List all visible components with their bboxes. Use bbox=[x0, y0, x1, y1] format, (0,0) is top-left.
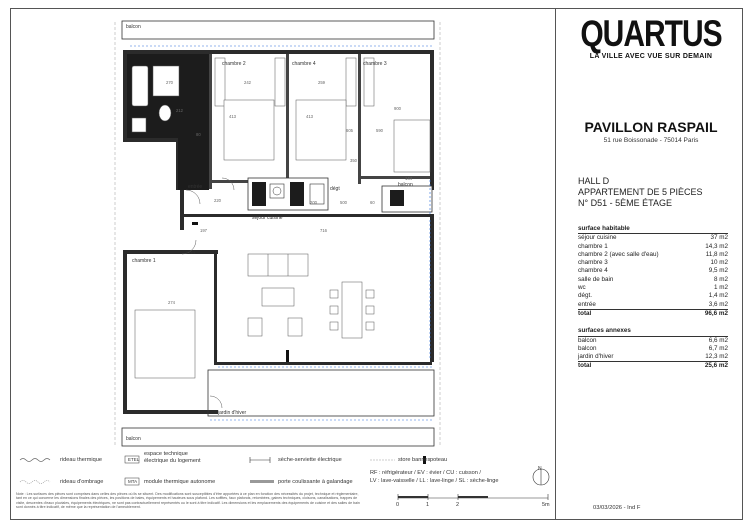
program-address: 51 rue Boissonade - 75014 Paris bbox=[603, 137, 699, 144]
living-furniture bbox=[248, 254, 374, 338]
legend-seche-serviette: sèche-serviette électrique bbox=[278, 457, 342, 463]
table-row: chambre 4 9,5 m2 bbox=[578, 267, 728, 275]
legend-abbreviations-2: LV : lave-vaisselle / LL : lave-linge / SL : sèche-linge bbox=[370, 478, 499, 484]
label-balcon-mid: balcon bbox=[398, 182, 413, 188]
table-row: wc 1 m2 bbox=[578, 284, 728, 292]
table-row: chambre 1 14,3 m2 bbox=[578, 242, 728, 250]
legend-poteau: poteau bbox=[430, 457, 448, 463]
legend-rideau-thermique: rideau thermique bbox=[60, 457, 102, 463]
legend-abbreviations-1: RF : réfrigérateur / EV : évier / CU : cuisson / bbox=[370, 470, 481, 476]
dim-label: 500 bbox=[340, 200, 347, 205]
label-chambre-2: chambre 2 bbox=[222, 61, 246, 67]
table-row: entrée 3,6 m2 bbox=[578, 300, 728, 308]
label-sejour-cuisine: séjour cuisine bbox=[252, 215, 283, 221]
scale-tick-0: 0 bbox=[396, 502, 400, 508]
dim-label: 900 bbox=[394, 106, 401, 111]
legend-etel-text-2: électrique du logement bbox=[144, 458, 201, 464]
table-row: dégt. 1,4 m2 bbox=[578, 292, 728, 300]
dim-label: 350 bbox=[350, 158, 357, 163]
dim-label: 197 bbox=[200, 228, 207, 233]
dim-label: 60 bbox=[370, 200, 375, 205]
label-balcon-bottom: balcon bbox=[126, 436, 141, 442]
dim-label: 259 bbox=[318, 80, 325, 85]
dim-label: 212 bbox=[176, 108, 183, 113]
brand-name: QUARTUS bbox=[580, 13, 722, 55]
dim-label: 274 bbox=[168, 300, 175, 305]
surfaces-table bbox=[578, 225, 728, 371]
label-degt: dégt bbox=[330, 186, 340, 192]
dim-label: 200 bbox=[310, 200, 317, 205]
annexes-total: total 25,6 m2 bbox=[578, 362, 728, 370]
table-row: balcon 6,6 m2 bbox=[578, 336, 728, 344]
program-name: PAVILLON RASPAIL bbox=[584, 119, 718, 135]
label-entree: entrée bbox=[188, 184, 203, 190]
table-row: jardin d'hiver 12,3 m2 bbox=[578, 353, 728, 361]
lot-number: N° D51 - 5ÈME ÉTAGE bbox=[578, 198, 672, 208]
lot-hall: HALL D bbox=[578, 176, 610, 186]
dim-label: 605 bbox=[346, 128, 353, 133]
degt-cluster bbox=[248, 178, 328, 210]
compass-label: N bbox=[538, 466, 542, 472]
lot-info bbox=[578, 176, 703, 209]
dim-label: 270 bbox=[166, 80, 173, 85]
scale-bar bbox=[398, 494, 548, 500]
table-row: chambre 2 (avec salle d'eau) 11,8 m2 bbox=[578, 250, 728, 258]
dim-label: 716 bbox=[320, 228, 327, 233]
table-row: séjour cuisine 37 m2 bbox=[578, 234, 728, 242]
scale-tick-5m: 5m bbox=[542, 502, 550, 508]
legend-rideau-ombrage: rideau d'ombrage bbox=[60, 479, 104, 485]
bathroom-zone bbox=[127, 54, 209, 190]
dim-label: 413 bbox=[306, 114, 313, 119]
revision-date: 03/03/2026 - Ind F bbox=[593, 505, 641, 511]
label-chambre-4: chambre 4 bbox=[292, 61, 316, 67]
lot-type: APPARTEMENT DE 5 PIÈCES bbox=[578, 187, 703, 197]
table-row: salle de bain 8 m2 bbox=[578, 275, 728, 283]
legend-mta-code: MTA bbox=[128, 479, 138, 484]
legend-porte-coulissante: porte coulissante à galandage bbox=[278, 479, 353, 485]
scale-tick-1: 1 bbox=[426, 502, 430, 508]
brand-slogan: LA VILLE AVEC VUE SUR DEMAIN bbox=[589, 53, 713, 60]
balcony-top bbox=[122, 21, 434, 46]
dim-label: 242 bbox=[244, 80, 251, 85]
dim-label: 413 bbox=[229, 114, 236, 119]
label-chambre-1: chambre 1 bbox=[132, 258, 156, 264]
label-etel: ETEL bbox=[186, 250, 197, 255]
label-jardin-hiver: jardin d'hiver bbox=[218, 410, 247, 416]
legend-store-bannes: store bannes bbox=[398, 457, 431, 463]
label-chambre-3: chambre 3 bbox=[363, 61, 387, 67]
dim-label: 80 bbox=[196, 132, 201, 137]
balcony-bottom bbox=[122, 428, 434, 446]
disclaimer-note: Note : Les surfaces des pièces sont comprises dans celles des pièces où ils se situent. Des modifications sont susceptibles d'être apportées à ce plan en fonction des nécessités du projet, technique et réglementaire, tant en ce qui concerne les dimensions finales des pièces, les positions de baies, équipements et hauteurs sous plafond. Les soffites, faux plafonds, retombées, gaines techniques, cloisons, canalisations, trappes de visite, descentes d'eaux pluviales, équipements électriques, ne sont pas contractuellement représentés ou le sont à titre indicatif. Les dimensions et les emplacements des équipements de cuisine et des salles de bain sont donnés à titre indicatif, de même que la représentation de l'ameublement. bbox=[16, 492, 360, 510]
table-row: balcon 6,7 m2 bbox=[578, 344, 728, 352]
legend-etel-text-1: espace technique bbox=[144, 451, 188, 457]
annexes-header: surfaces annexes bbox=[578, 327, 728, 336]
scale-tick-2: 2 bbox=[456, 502, 460, 508]
dim-label: 144 bbox=[405, 176, 412, 181]
dim-label: 590 bbox=[376, 128, 383, 133]
living-walls bbox=[180, 214, 434, 365]
legend-mta-text: module thermique autonome bbox=[144, 479, 216, 485]
label-balcon-top: balcon bbox=[126, 24, 141, 30]
legend-etel-code: ETEL bbox=[128, 457, 140, 462]
surfaces-header: surface habitable bbox=[578, 225, 728, 234]
surfaces-total: total 96,6 m2 bbox=[578, 309, 728, 317]
dim-label: 220 bbox=[214, 198, 221, 203]
table-row: chambre 3 10 m2 bbox=[578, 259, 728, 267]
brand-logo bbox=[565, 13, 737, 60]
